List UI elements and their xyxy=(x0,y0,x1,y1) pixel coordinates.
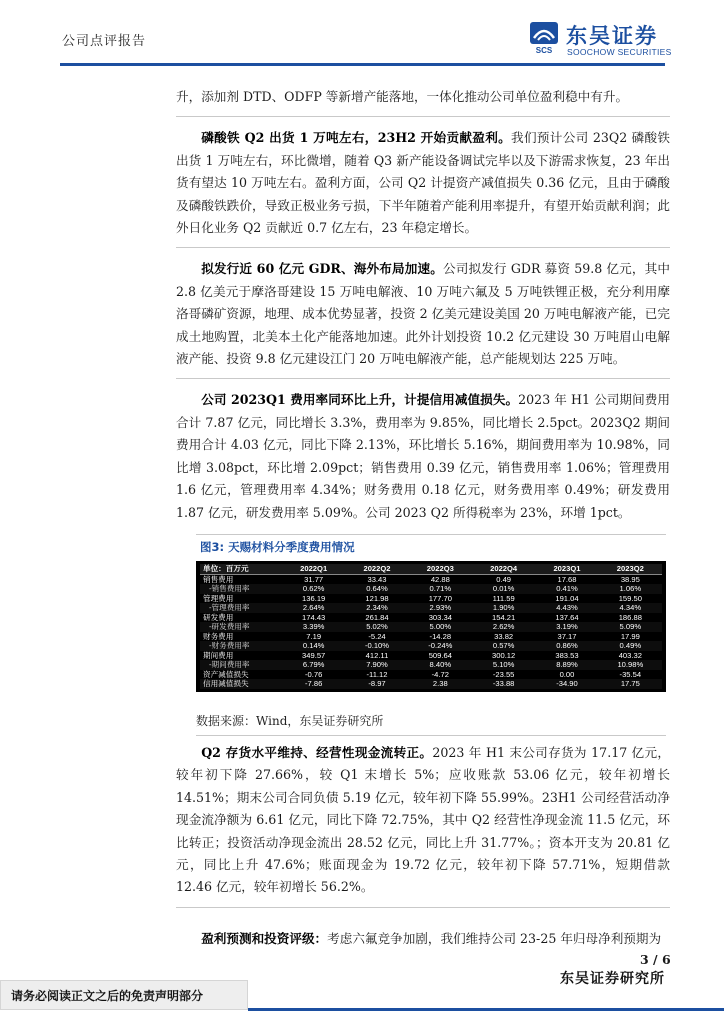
paragraph-inventory xyxy=(176,742,670,899)
expense-figure xyxy=(196,534,666,692)
table-row xyxy=(200,574,662,584)
paragraph-forecast xyxy=(176,928,670,950)
table-cell: 5.10% xyxy=(472,660,535,670)
row-label: -研发费用率 xyxy=(200,622,282,632)
table-cell: 0.64% xyxy=(345,584,408,594)
table-cell: 2.34% xyxy=(345,603,408,613)
paragraph-text: 升，添加剂 DTD、ODFP 等新增产能落地，一体化推动公司单位盈利稳中有升。 xyxy=(176,89,629,104)
paragraph-expenses xyxy=(176,389,670,523)
table-cell: 33.82 xyxy=(494,631,514,641)
row-label: 研发费用 xyxy=(203,612,234,622)
paragraph-heading: 拟发行近 60 亿元 GDR、海外布局加速。 xyxy=(201,261,443,277)
paragraph-heading: 公司 2023Q1 费用率同环比上升，计提信用减值损失。 xyxy=(201,392,519,408)
table-cell: 31.77 xyxy=(304,574,324,584)
table-row xyxy=(200,651,662,661)
table-cell: 186.88 xyxy=(618,612,642,622)
table-cell: 5.00% xyxy=(409,622,472,632)
table-cell: 5.02% xyxy=(345,622,408,632)
table-cell: 509.64 xyxy=(428,650,452,660)
paragraph-heading: 盈利预测和投资评级： xyxy=(201,930,328,946)
row-label: -财务费用率 xyxy=(200,641,282,651)
table-cell: 37.17 xyxy=(557,631,577,641)
table-cell: 1.06% xyxy=(599,584,662,594)
figure-title: 图3: 天赐材料分季度费用情况 xyxy=(196,534,666,561)
table-cell: 177.70 xyxy=(428,593,452,603)
paragraph-text: 我们预计公司 23Q2 磷酸铁出货 1 万吨左右，环比微增，随着 Q3 新产能设备调试完毕以及下游需求恢复，23 年出货有望达 10 万吨左右。盈利方面，公司 Q2 计提资产减值损失 0.36 亿元，且由于磷酸及磷酸铁跌价，导致正极业务亏损，下半年随着产能利用率提升，有望开始贡献利润；此外日化业务 Q2 贡献近 0.7 亿左右，23 年稳定增长。 xyxy=(176,130,670,236)
table-cell: 0.71% xyxy=(409,584,472,594)
table-cell: 7.19 xyxy=(306,631,322,641)
table-cell: -8.97 xyxy=(345,679,408,689)
table-header-cell: 2022Q1 xyxy=(282,564,345,574)
paragraph-lfp xyxy=(176,127,670,239)
table-cell: 191.04 xyxy=(555,593,579,603)
table-cell: -0.76 xyxy=(305,669,323,679)
table-cell: -14.28 xyxy=(429,631,452,641)
row-label: 资产减值损失 xyxy=(203,669,249,679)
table-cell: 0.41% xyxy=(535,584,598,594)
table-cell: 0.86% xyxy=(535,641,598,651)
footer-institute: 东吴证券研究所 xyxy=(560,971,665,987)
table-cell: 0.49 xyxy=(496,574,512,584)
row-label: 信用减值损失 xyxy=(200,679,282,689)
table-cell: 8.89% xyxy=(535,660,598,670)
table-cell: 383.53 xyxy=(555,650,579,660)
table-cell: 2.93% xyxy=(409,603,472,613)
table-cell: 5.09% xyxy=(599,622,662,632)
table-cell: 17.75 xyxy=(599,679,662,689)
table-cell: 154.21 xyxy=(492,612,516,622)
footer-divider xyxy=(248,1008,724,1011)
table-cell: -33.88 xyxy=(472,679,535,689)
table-cell: -7.86 xyxy=(282,679,345,689)
table-cell: 3.39% xyxy=(282,622,345,632)
disclaimer-notice: 请务必阅读正文之后的免责声明部分 xyxy=(0,980,248,1010)
table-header-row xyxy=(200,564,662,574)
table-row xyxy=(200,679,662,689)
header-divider xyxy=(60,63,665,66)
paragraph-text: 2023 年 H1 公司期间费用合计 7.87 亿元，同比增长 3.3%，费用率为 9.85%，同比增长 2.5pct。2023Q2 期间费用合计 4.03 亿元，同比下降 2.13%，环比增长 5.16%，期间费用率为 10.98%，同比增 3.08pct，环比增 2.09pct；销售费用 0.39 亿元，销售费用率 1.06%；管理费用 1.6 亿元，管理费用率 4.34%；财务费用 0.18 亿元，财务费用率 0.49%；研发费用 1.87 亿元，研发费用率 5.09%。公司 2023 Q2 所得税率为 23%，环增 1pct。 xyxy=(176,392,670,520)
table-row xyxy=(200,670,662,680)
table-row xyxy=(200,622,662,632)
table-cell: -23.55 xyxy=(492,669,515,679)
table-cell: 1.90% xyxy=(472,603,535,613)
table-row xyxy=(200,613,662,623)
table-cell: 0.57% xyxy=(472,641,535,651)
section-divider xyxy=(176,116,670,117)
table-cell: 300.12 xyxy=(492,650,516,660)
row-label: 管理费用 xyxy=(203,593,234,603)
table-cell: 17.99 xyxy=(620,631,640,641)
table-cell: 17.68 xyxy=(557,574,577,584)
table-cell: 0.49% xyxy=(599,641,662,651)
table-cell: 3.19% xyxy=(535,622,598,632)
table-row xyxy=(200,603,662,613)
table-cell: 4.34% xyxy=(599,603,662,613)
paragraph-text: 公司拟发行 GDR 募资 59.8 亿元，其中 2.8 亿美元于摩洛哥建设 15 万吨电解液、10 万吨六氟及 5 万吨铁锂正极，充分利用摩洛哥磷矿资源，地理、成本优势显著，投资 2 亿美元建设美国 20 万吨电解液产能，已完成土地购置，北美本土化产能落地加速。此外计划投资 10.2 亿元建设 30 万吨眉山电解液产能、投资 9.8 亿元建设江门 20 万吨电解液产能，总产能规划达 225 万吨。 xyxy=(176,261,670,367)
table-header-cell: 2023Q2 xyxy=(599,564,662,574)
company-logo xyxy=(530,20,700,60)
paragraph-heading: Q2 存货水平维持、经营性现金流转正。 xyxy=(201,745,433,760)
table-cell: -4.72 xyxy=(431,669,449,679)
logo-english-name: SOOCHOW SECURITIES xyxy=(567,47,672,57)
expense-table xyxy=(200,564,662,689)
table-header-cell: 2023Q1 xyxy=(535,564,598,574)
table-cell: 137.64 xyxy=(555,612,579,622)
row-label: -销售费用率 xyxy=(200,584,282,594)
table-cell: -5.24 xyxy=(368,631,386,641)
report-body-continued xyxy=(176,742,670,950)
table-body xyxy=(200,574,662,689)
table-cell: 174.43 xyxy=(302,612,326,622)
table-cell: 261.84 xyxy=(365,612,389,622)
logo-mark-icon xyxy=(530,22,558,54)
table-cell: 0.14% xyxy=(282,641,345,651)
table-cell: 4.43% xyxy=(535,603,598,613)
logo-chinese-name: 东吴证券 xyxy=(566,24,658,48)
paragraph-heading: 磷酸铁 Q2 出货 1 万吨左右，23H2 开始贡献盈利。 xyxy=(201,130,512,146)
table-row xyxy=(200,641,662,651)
table-cell: 8.40% xyxy=(409,660,472,670)
paragraph-continuation xyxy=(176,86,670,108)
row-label: -管理费用率 xyxy=(200,603,282,613)
table-cell: 7.90% xyxy=(345,660,408,670)
table-cell: 303.34 xyxy=(428,612,452,622)
table-cell: 412.11 xyxy=(365,650,389,660)
row-label: 期间费用 xyxy=(203,650,234,660)
table-cell: 6.79% xyxy=(282,660,345,670)
paragraph-gdr xyxy=(176,258,670,370)
table-cell: 0.01% xyxy=(472,584,535,594)
section-divider xyxy=(176,378,670,379)
table-cell: 2.38 xyxy=(409,679,472,689)
logo-mark-text: SCS xyxy=(535,46,553,54)
table-cell: -0.10% xyxy=(345,641,408,651)
table-row xyxy=(200,584,662,594)
paragraph-text: 考虑六氟竞争加剧，我们维持公司 23-25 年归母净利预期为 xyxy=(327,930,662,946)
section-divider xyxy=(176,247,670,248)
table-cell: 121.98 xyxy=(365,593,389,603)
report-body xyxy=(176,86,670,524)
table-cell: -35.54 xyxy=(619,669,642,679)
row-label: 销售费用 xyxy=(203,574,234,584)
expense-table-wrapper xyxy=(196,561,666,692)
table-cell: 2.64% xyxy=(282,603,345,613)
section-divider xyxy=(176,907,670,908)
row-label: 财务费用 xyxy=(203,631,234,641)
table-header-cell: 2022Q4 xyxy=(472,564,535,574)
table-cell: 10.98% xyxy=(599,660,662,670)
table-row xyxy=(200,594,662,604)
table-cell: 136.19 xyxy=(302,593,326,603)
table-cell: 0.00 xyxy=(559,669,575,679)
paragraph-text: 2023 年 H1 末公司存货为 17.17 亿元，较年初下降 27.66%，较 Q1 末增长 5%；应收账款 53.06 亿元，较年初增长 14.51%；期末公司合同负债 5.19 亿元，较年初下降 55.99%。23H1 公司经营活动净现金流净额为 6.61 亿元，同比下降 72.75%，其中 Q2 经营性净现金流 11.5 亿元，环比转正；投资活动净现金流出 28.52 亿元，同比上升 31.77%。；资本开支为 20.81 亿元，同比上升 47.6%；账面现金为 19.72 亿元，较年初下降 57.71%，短期借款 12.46 亿元，较年初增长 56.2%。 xyxy=(176,745,670,895)
figure-source: 数据来源：Wind，东吴证券研究所 xyxy=(196,714,384,728)
table-cell: 159.50 xyxy=(618,593,642,603)
table-cell: -0.24% xyxy=(409,641,472,651)
row-label: -期间费用率 xyxy=(200,660,282,670)
table-header-cell: 单位：百万元 xyxy=(200,564,282,574)
table-cell: 2.62% xyxy=(472,622,535,632)
table-cell: -11.12 xyxy=(366,669,388,679)
table-cell: 0.62% xyxy=(282,584,345,594)
table-cell: 42.88 xyxy=(430,574,450,584)
table-cell: 403.32 xyxy=(618,650,642,660)
table-header-cell: 2022Q3 xyxy=(409,564,472,574)
table-row xyxy=(200,632,662,642)
table-cell: -34.90 xyxy=(535,679,598,689)
table-header-cell: 2022Q2 xyxy=(345,564,408,574)
table-row xyxy=(200,660,662,670)
figure-source-divider xyxy=(196,735,666,736)
table-cell: 33.43 xyxy=(367,574,387,584)
report-type-label: 公司点评报告 xyxy=(62,34,147,49)
table-cell: 111.59 xyxy=(492,593,515,603)
table-cell: 349.57 xyxy=(302,650,326,660)
page-number: 3 / 6 xyxy=(640,952,671,967)
table-cell: 38.95 xyxy=(620,574,640,584)
